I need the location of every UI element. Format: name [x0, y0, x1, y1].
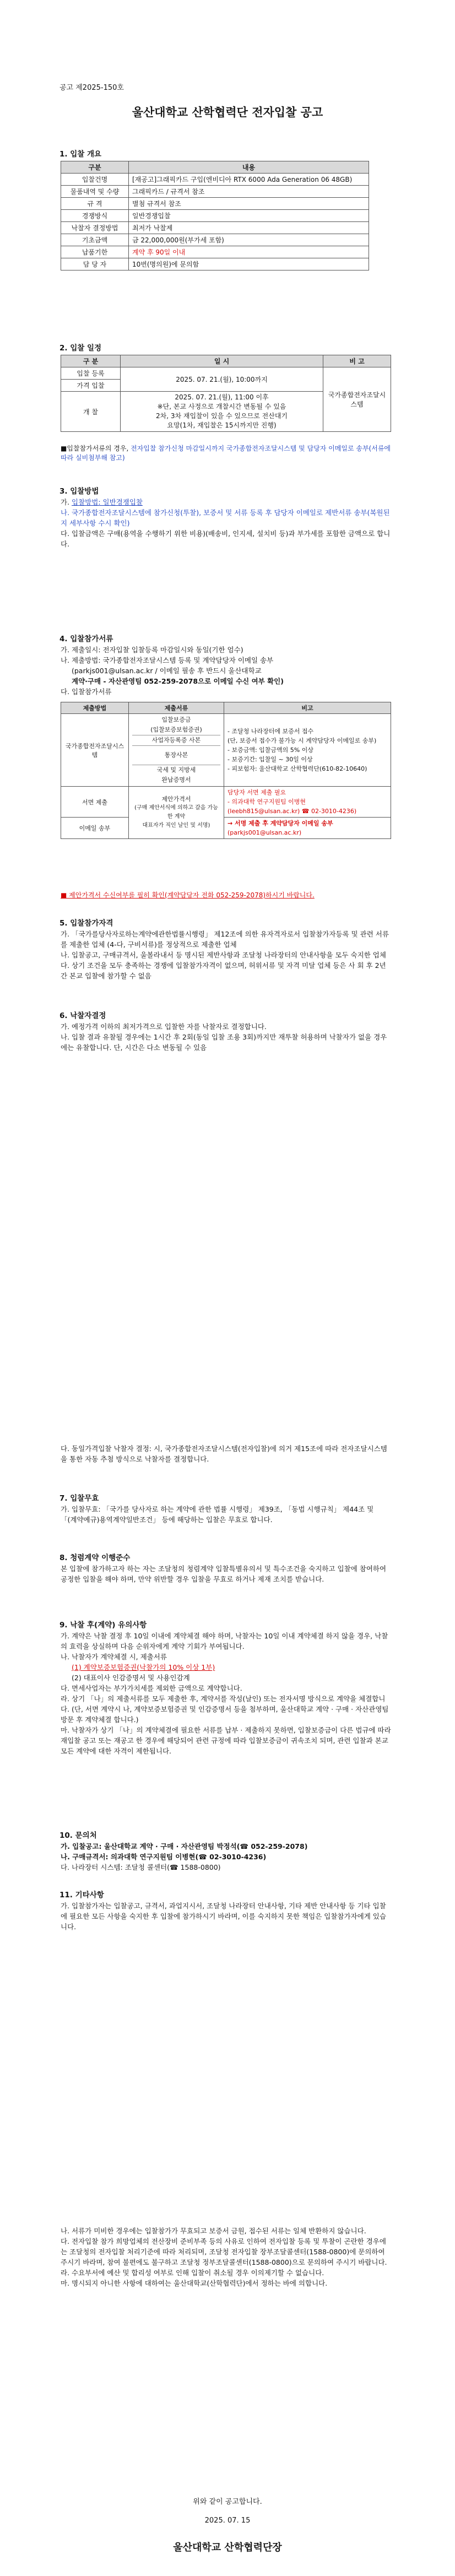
doc-item: 사업자등록증 사본	[132, 735, 220, 745]
table-row	[61, 234, 369, 246]
overview-value: 별첨 규격서 참조	[129, 198, 369, 210]
integrity-item: 본 입찰에 참가하고자 하는 자는 조달청의 청렴계약 입찰특별유의서 및 특수조건을 숙지하고 입찰에 참여하여 공정한 입찰을 해야 하며, 만약 위반할 경우 입찰을 무효로 하거나 제재 조치를 받습니다.	[61, 1565, 387, 1583]
overview-key: 규 격	[61, 198, 129, 210]
award-item: 다. 동일가격입찰 낙찰자 결정: 시, 국가종합전자조달시스템(전자입찰)에 의거 제15조에 따라 전자조달시스템을 통한 자동 추첨 방식으로 낙찰자를 결정합니다.	[61, 1444, 387, 1463]
schedule-table	[61, 355, 391, 432]
remark-line: → 서명 제출 후 계약담당자 이메일 송부	[228, 820, 333, 827]
doc-item: 통장사본	[132, 745, 220, 765]
submit-remark	[224, 787, 391, 818]
section-7-heading: 7. 입찰무효	[59, 1494, 99, 1503]
award-list-cont	[61, 1443, 391, 1464]
documents-item: 가. 제출일시: 전자입찰 입찰등록 마감일시와 동일(기한 엄수)	[61, 646, 243, 654]
opening-note: 요망(1차, 재입찰은 15시까지만 진행)	[167, 421, 277, 429]
overview-value: 계약 후 90일 이내	[129, 246, 369, 258]
opening-note: 2차, 3차 재입찰이 있을 수 있으므로 전산대기	[155, 412, 288, 420]
doc-item: 대표자가 직인 날인 및 서명)	[142, 822, 210, 829]
schedule-remark-lead: ■입찰참가서류의 경우,	[61, 445, 131, 452]
bid-method-value: 입찰방법: 일반경쟁입찰	[72, 498, 143, 506]
documents-table	[61, 702, 391, 839]
submit-method: 국가종합전자조달시스템	[61, 714, 129, 787]
doc-item: (입찰보증보험증권)	[150, 726, 202, 733]
bid-method-list	[61, 497, 391, 549]
submit-method: 서면 제출	[61, 787, 129, 818]
overview-key: 담 당 자	[61, 258, 129, 270]
submit-docs	[129, 787, 224, 839]
schedule-col-datetime: 일 시	[121, 355, 323, 367]
overview-value: 최저가 낙찰제	[129, 222, 369, 234]
doc-item: 국세 및 지방세	[132, 765, 220, 775]
documents-item: 다. 입찰참가서류	[61, 688, 112, 696]
submit-docs	[129, 714, 224, 787]
section-3-heading: 3. 입찰방법	[59, 487, 99, 496]
item-marker: 가.	[61, 498, 72, 506]
section-6-heading: 6. 낙찰자결정	[59, 1011, 106, 1020]
schedule-registration: 입찰 등록	[61, 367, 121, 380]
section-4-heading: 4. 입찰참가서류	[59, 635, 113, 643]
misc-item: 나. 서류가 미비한 경우에는 입찰참가가 무효되고 보증서 금원, 접수된 서류는 일체 반환하지 않습니다.	[61, 2227, 366, 2235]
submit-remark	[224, 818, 391, 839]
contact-item: 가. 입찰공고: 울산대학교 계약 · 구매 · 자산관영팀 박정석(☎ 052-259-2078)	[61, 1842, 308, 1850]
schedule-deadline: 2025. 07. 21.(월), 10:00까지	[121, 367, 323, 392]
notice-date: 2025. 07. 15	[204, 2517, 251, 2525]
remark-line: (parkjs001@ulsan.ac.kr)	[228, 829, 302, 836]
contract-subitem: (1) 계약보증보험증권(낙찰가의 10% 이상 1부)	[72, 1663, 215, 1671]
contract-subitem: (2) 대표이사 인감증명서 및 사용인감계	[72, 1674, 190, 1682]
contact-list	[61, 1841, 391, 1873]
table-row	[61, 258, 369, 270]
section-10-heading: 10. 문의처	[59, 1831, 97, 1840]
remark-line: - 보증금액: 입찰금액의 5% 이상	[228, 746, 313, 754]
documents-remark: ■ 제안가격서 수신여부를 필히 확인(계약담당자 전화 052-259-2078)하시기 바랍니다.	[61, 891, 315, 899]
issuing-organization: 울산대학교 산학협력단장	[173, 2542, 282, 2553]
table-row	[61, 714, 391, 787]
documents-item: 나. 제출방법: 국가종합전자조달시스템 등록 및 계약담당자 이메일 송부	[61, 656, 274, 664]
submit-remark	[224, 714, 391, 787]
section-5-heading: 5. 입찰참가자격	[59, 919, 113, 928]
section-1-heading: 1. 입찰 개요	[59, 150, 102, 159]
overview-value: 일반경쟁입찰	[129, 210, 369, 222]
invalid-item: 가. 입찰무효: 「국가를 당사자로 하는 계약에 관한 법률 시행령」 제39조, 「동법 시행규칙」 제44조 및 「(계약예규)용역계약일반조건」 등에 해당하는 입찰은 무효로 합니다.	[61, 1505, 374, 1524]
documents-item-contact: 계약·구매 - 자산관영팀 052-259-2078으로 이메일 수신 여부 확인)	[72, 677, 284, 685]
contract-list	[61, 1631, 391, 1756]
qualification-item: 가. 「국가를당사자로하는계약에관한법률시행령」 제12조에 의한 유자격자로서 입찰참가자등록 및 관련 서류를 제출한 업체 (4-다, 구비서류)를 정상적으로 제출한 업체	[61, 930, 389, 949]
doc-item: 완납증명서	[161, 776, 191, 783]
award-list	[61, 1021, 391, 1053]
opening-note: ※단, 본교 사정으로 개찰시간 변동될 수 있음	[157, 403, 286, 410]
page-title: 울산대학교 산학협력단 전자입찰 공고	[132, 106, 323, 119]
table-row	[61, 787, 391, 818]
overview-col-val: 내용	[129, 161, 369, 174]
bid-method-item	[61, 497, 391, 507]
section-9-heading: 9. 낙찰 후(계약) 유의사항	[59, 1621, 147, 1630]
closing-statement: 위와 같이 공고합니다.	[193, 2498, 262, 2506]
bid-method-item: 다. 입찰금액은 구매(용역을 수행하기 위한 비용)(배송비, 인지세, 설치비 등)과 부가세를 포함한 금액으로 합니다.	[61, 529, 391, 548]
bid-method-item: 나. 국가종합전자조달시스템에 참가신청(투찰), 보증서 및 서류 등록 후 담당자 이메일로 제반서류 송부(복원된지 세부사항 수시 확인)	[61, 508, 390, 527]
remark-line: 담당자 서면 제출 필요	[228, 789, 286, 796]
schedule-remark	[61, 444, 397, 463]
misc-list-cont	[61, 2226, 391, 2288]
qualification-list	[61, 929, 391, 981]
documents-list	[61, 645, 391, 697]
misc-item: 마. 명시되지 아니한 사항에 대하여는 울산대학교(산학협력단)에서 정하는 바에 의합니다.	[61, 2279, 328, 2287]
documents-item-contact: (parkjs001@ulsan.ac.kr / 이메일 필송 후 반드시 울산대학교	[72, 667, 262, 675]
table-row	[61, 198, 369, 210]
misc-item: 가. 입찰참가자는 입찰공고, 규격서, 과업지시서, 조달청 나라장터 안내사항, 기타 제반 안내사항 등 기타 입찰에 필요한 모든 사항을 숙지한 후 입찰에 참가하시기 바라며, 이를 숙지하지 못한 책임은 입찰참가자에게 있습니다.	[61, 1902, 386, 1931]
schedule-system-note: 국가종합전자조달시스템	[323, 367, 391, 432]
overview-table	[61, 161, 369, 270]
table-row	[61, 818, 391, 839]
overview-col-key: 구분	[61, 161, 129, 174]
contract-item: 다. 면세사업자는 부가가치세를 제외한 금액으로 계약합니다.	[61, 1684, 242, 1692]
award-item: 나. 입찰 결과 유찰될 경우에는 1시간 후 2회(동일 입찰 조용 3회)까지만 재투찰 허용하며 낙찰자가 없을 경우에는 유찰합니다. 단, 시간은 다소 변동될 수 있음	[61, 1033, 387, 1052]
contract-item: 나. 낙찰자가 계약체결 시, 제출서류	[61, 1653, 167, 1661]
table-row	[61, 367, 391, 380]
documents-col-method: 제출방법	[61, 702, 129, 714]
document-number: 공고 제2025-150호	[59, 84, 124, 92]
section-8-heading: 8. 청렴계약 이행준수	[59, 1554, 131, 1562]
schedule-opening: 개 찰	[61, 392, 121, 432]
contact-item: 나. 구매규격서: 의과대학 연구지원팀 이병현(☎ 02-3010-4236)	[61, 1853, 267, 1861]
overview-value: [재공고]그래픽카드 구입(엔비디아 RTX 6000 Ada Generation 06 48GB)	[129, 174, 369, 186]
documents-col-remark: 비고	[224, 702, 391, 714]
schedule-col-remark: 비 고	[323, 355, 391, 367]
misc-item: 라. 수요부서에 예산 및 합리성 여부로 인해 입찰이 취소될 경우 이의제기할 수 없습니다.	[61, 2269, 324, 2277]
overview-value: 금 22,000,000원(부가세 포함)	[129, 234, 369, 246]
section-11-heading: 11. 기타사항	[59, 1891, 104, 1899]
remark-line: - 보증기간: 입찰일 ~ 30일 이상	[228, 756, 313, 763]
overview-key: 낙찰자 결정방법	[61, 222, 129, 234]
contract-item: 가. 계약은 낙찰 결정 후 10일 이내에 계약체결 해야 하며, 낙찰자는 10일 이내 계약체결 하지 않을 경우, 낙찰의 효력을 상실하며 다음 순위자에게 계약 기회가 부여됩니다.	[61, 1632, 388, 1650]
award-item: 가. 예정가격 이하의 최저가격으로 입찰한 자를 낙찰자로 결정합니다.	[61, 1022, 267, 1031]
contact-item: 다. 나라장터 시스템: 조달청 콜센터(☎ 1588-0800)	[61, 1863, 221, 1871]
table-row	[61, 222, 369, 234]
remark-line: (leebh815@ulsan.ac.kr) ☎ 02-3010-4236)	[228, 808, 357, 815]
opening-time: 2025. 07. 21.(월), 11:00 이후	[175, 393, 269, 401]
schedule-price-bid: 가격 입찰	[61, 380, 121, 392]
table-row	[61, 246, 369, 258]
doc-item: (구매 제안서식에 의하고 갈음 가능한 계약	[134, 805, 218, 820]
table-row	[61, 174, 369, 186]
overview-key: 입찰건명	[61, 174, 129, 186]
remark-line: - 조달청 나라장터에 보증서 접수	[228, 728, 314, 735]
qualification-item: 다. 상기 조건을 모두 충족하는 경쟁에 입찰참가자격이 없으며, 허위서류 및 자격 미달 업체 등은 사 회 후 2년간 본교 입찰에 참가할 수 없음	[61, 961, 386, 980]
misc-item: 다. 전자입찰 참가 희망업체의 전산장비 준비부족 등의 사유로 인하여 전자입찰 등록 및 투찰이 곤란한 경우에는 조달청의 전자입찰 처리기준에 따라 처리되며, 조달청 전자입찰 장부조달콜센터(1588-0800)에 문의하여 주시기 바라며, 참여 불편에도 불구하고 조달청 정부조달콜센터(1588-0800)으로 문의하여 주시기 바랍니다.	[61, 2237, 387, 2266]
overview-key: 납품기한	[61, 246, 129, 258]
table-row	[61, 186, 369, 198]
schedule-col-type: 구 분	[61, 355, 121, 367]
doc-item: 제안가격서	[161, 795, 191, 803]
remark-line: (단, 보증서 접수가 불가능 시 계약담당자 이메일로 송부)	[228, 737, 377, 744]
contract-item: 마. 낙찰자가 상기 「나」의 계약체결에 필요한 서류를 납부 · 제출하지 못하면, 입찰보증금이 다른 법규에 따라 재입찰 공고 또는 재공고 한 경우에 해당되어 관련 규정에 따라 입찰보증금이 귀속조치 되며, 관련 입찰과 본교 모든 계약에 대한 자격이 제한됩니다.	[61, 1726, 391, 1755]
schedule-opening-details	[121, 392, 323, 432]
section-2-heading: 2. 입찰 일정	[59, 344, 102, 353]
misc-list	[61, 1901, 391, 1932]
overview-key: 기초금액	[61, 234, 129, 246]
doc-item: 입찰보증금	[161, 716, 191, 723]
overview-key: 물품내역 및 수량	[61, 186, 129, 198]
submit-method: 이메일 송부	[61, 818, 129, 839]
overview-value: 그래픽카드 / 규격서 참조	[129, 186, 369, 198]
overview-key: 경쟁방식	[61, 210, 129, 222]
qualification-item: 나. 입찰공고, 구매규격서, 울볼라내서 등 명시된 제반사항과 조달청 나라장터의 안내사항을 모두 숙지한 업체	[61, 951, 386, 959]
table-row	[61, 210, 369, 222]
documents-col-docs: 제출서류	[129, 702, 224, 714]
schedule-remark-body: 전자입찰 참가신청 마감일시까지 국가종합전자조달시스템 및 담당자 이메일로 송부(서류에 따라 실비첨부해 참고)	[61, 445, 391, 462]
overview-value: 10번(명의원)에 문의함	[129, 258, 369, 270]
remark-line: - 의과대학 연구지원팀 이병현	[228, 798, 306, 805]
contract-item: 라. 상기 「나」의 제출서류를 모두 제출한 후, 계약서를 작성(날인) 또는 전자서명 방식으로 계약을 체결합니다. (단, 서면 계약시 나, 계약보증보험증권 및 인감증명서 등을 첨부하며, 울산대학교 계약 · 구매 · 자산관영팀 방문 후 계약체결 합니다.)	[61, 1695, 389, 1724]
remark-line: - 피보험자: 울산대학교 산학협력단(610-82-10640)	[228, 765, 367, 772]
